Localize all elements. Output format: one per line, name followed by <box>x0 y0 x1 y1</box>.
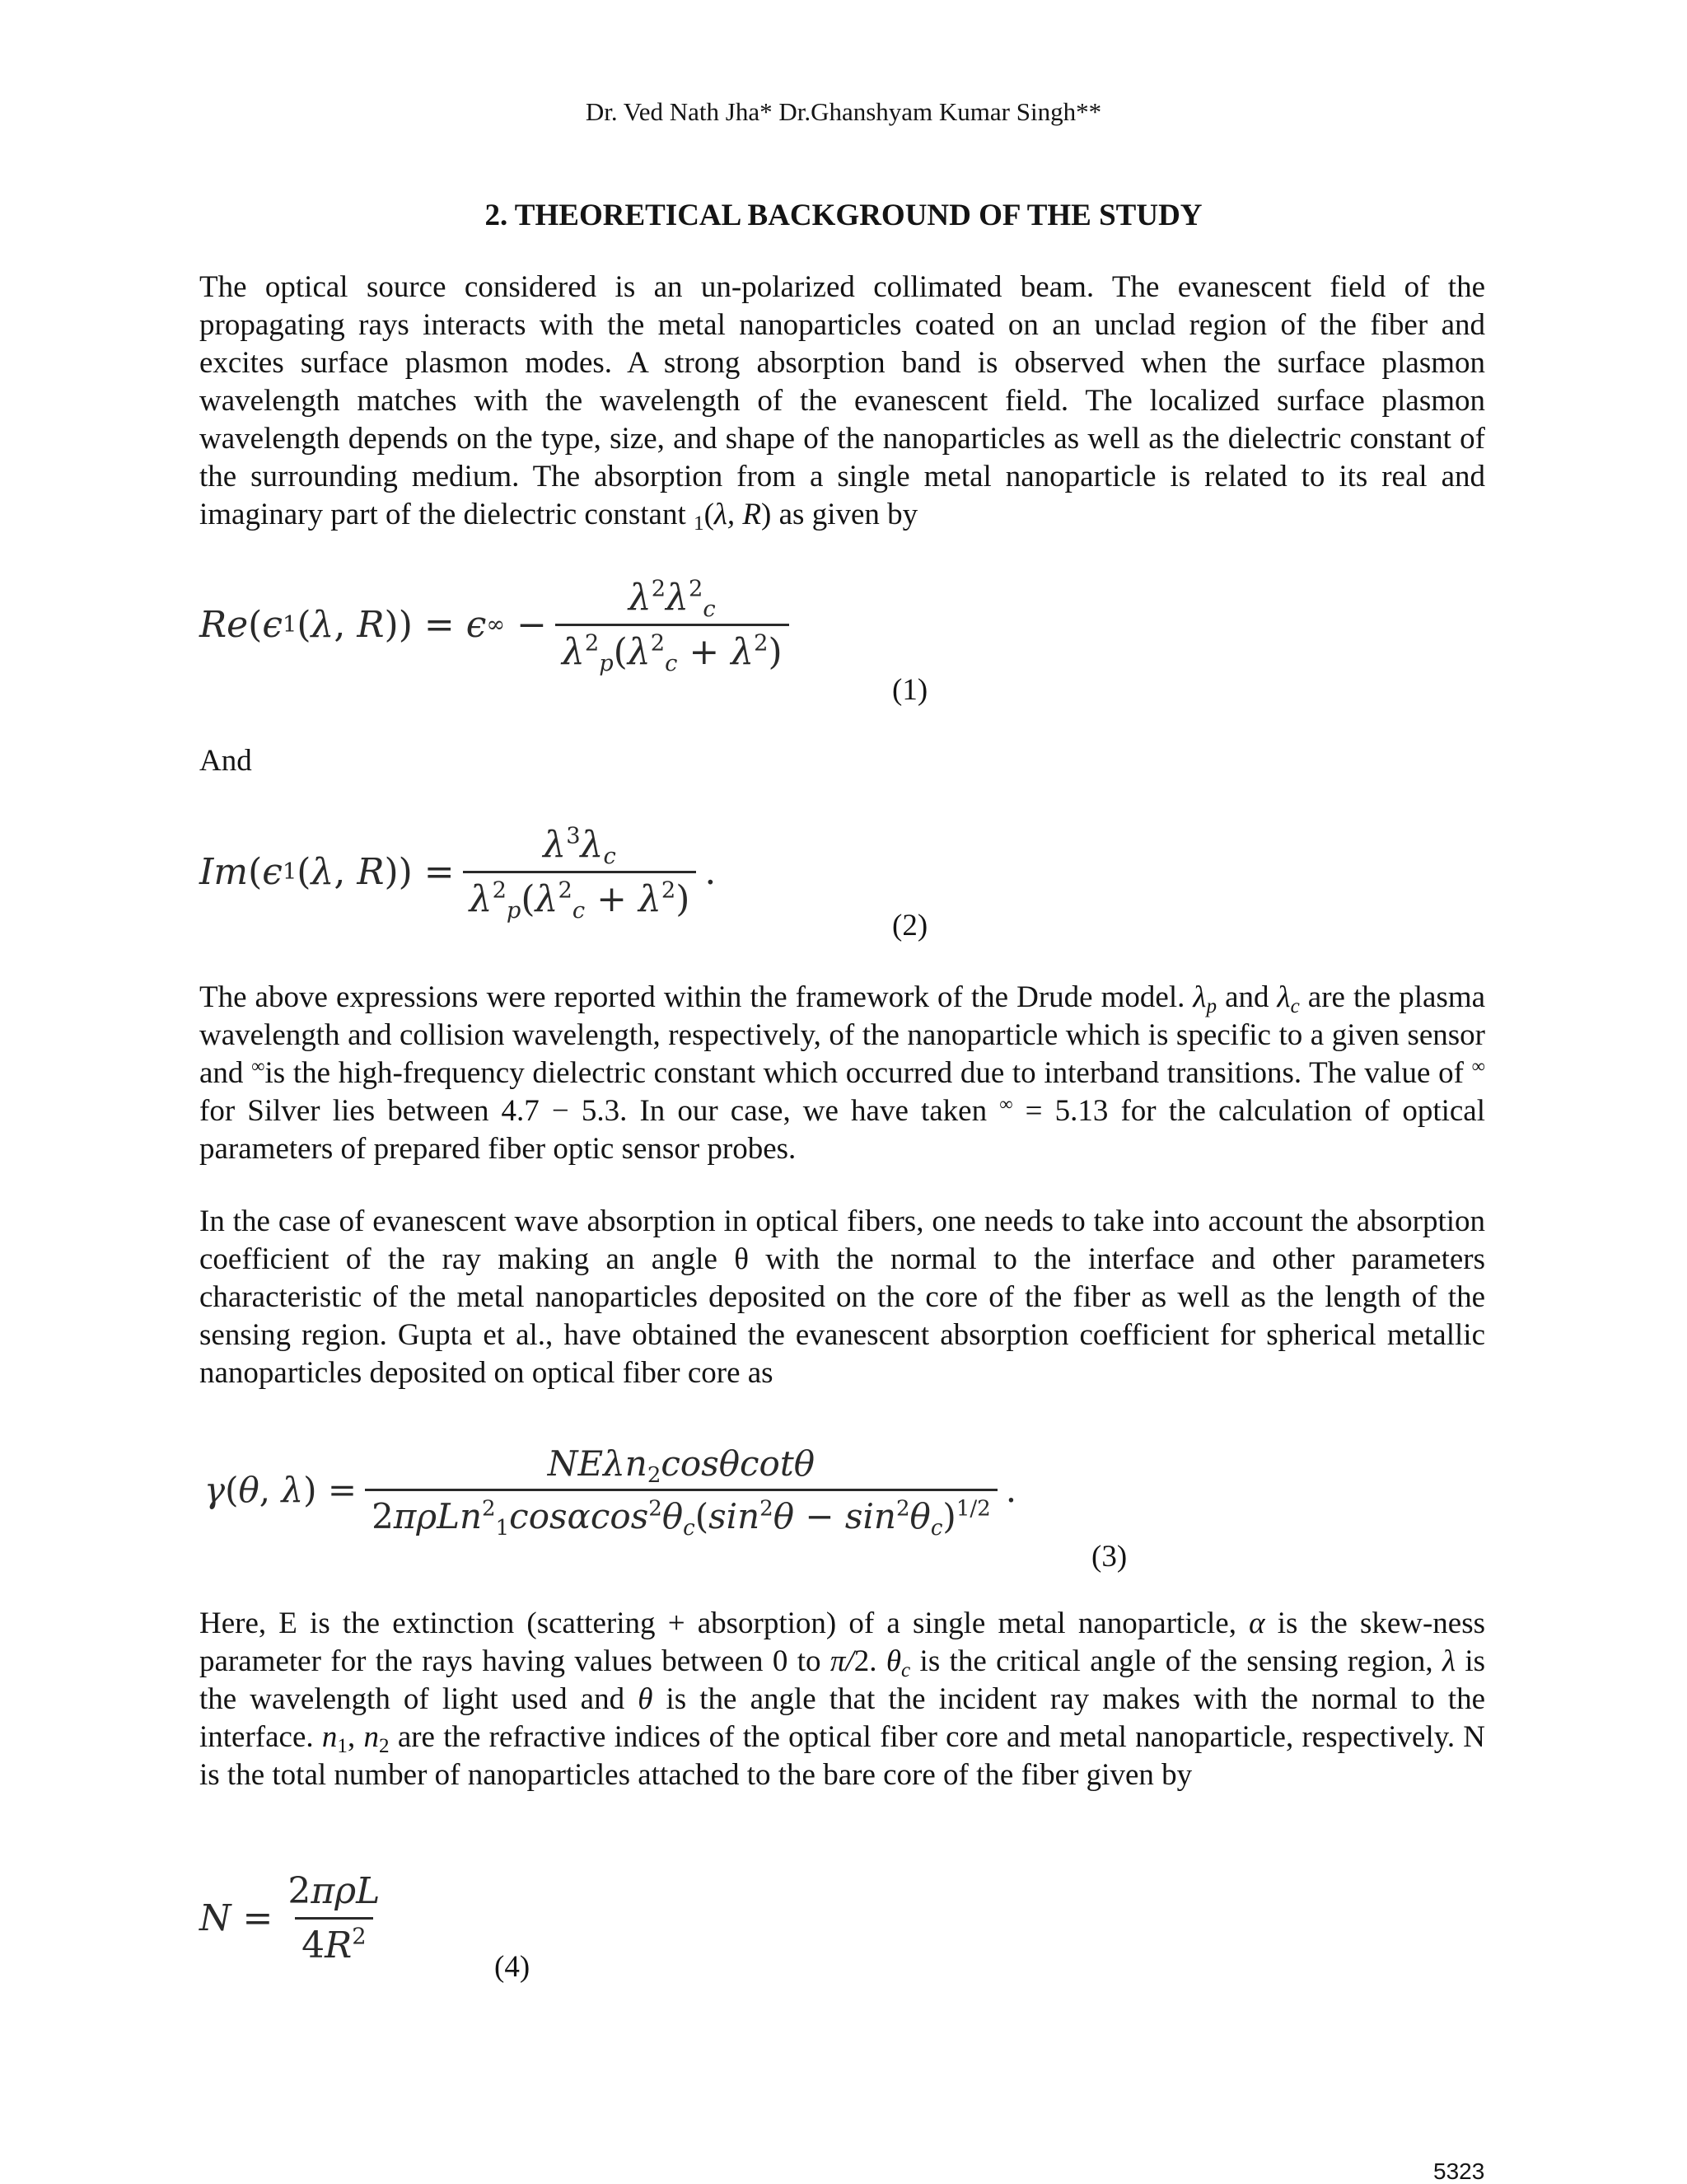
paragraph-evanescent: In the case of evanescent wave absorption in optical fibers, one needs to take into account the absorption coefficient of the ray making an angle θ with the normal to the interface and other parameters characteristic of the metal nanoparticles deposited on the core of the fiber as well as the length of the sensing region. Gupta et al., have obtained the evanescent absorption coefficient for spherical metallic nanoparticles deposited on optical fiber core as <box>199 1204 1485 1390</box>
paragraph-parameters-text-c: is the critical angle of the sensing region, <box>919 1644 1433 1678</box>
paragraph-intro <box>199 269 1485 534</box>
paragraph-parameters-text-a: Here, E is the extinction (scattering + absorption) of a single metal nanoparticle, <box>199 1606 1236 1640</box>
paragraph-parameters-text-f: are the refractive indices of the optical fiber core and metal nanoparticle, respectively. N is the total number of nanoparticles attached to the bare core of the fiber given by <box>199 1720 1486 1792</box>
paragraph-intro-tail: as given by <box>778 498 918 531</box>
paragraph-drude: The above expressions were reported within the framework of the Drude model. $\lambda_p$ and $\lambda_c$ are the plasma wavelength and collision wavelength, respectively, of the nanoparticle which is specific to a given sensor and ∞is the high-frequency dielectric constant which occurred due to interband transitions. The value of ∞ for Silver lies between 4.7 − 5.3. In our case, we have taken ∞ = 5.13 for the calculation of optical parameters of prepared fiber optic sensor probes. <box>199 980 1486 1166</box>
equation-3: γ ( θ , λ ) = $\frac{\text{NEλn2cosθcotθ}}{2\pi\rho Ln^21\cos\alpha\cos^2\theta c(\sin^2\theta - \sin^2\theta c)^{1/2}}$ . <box>204 1443 1017 1541</box>
equation-1: Re ( ϵ 1 ( λ , R )) = ϵ ∞ − $\frac{\lambda^2\lambda^2c}{\lambda^2p(\lambda^2c + \lambda^2)}$ <box>199 577 797 673</box>
paragraph-intro-text: The optical source considered is an un-polarized collimated beam. The evanescent field of the propagating rays interacts with the metal nanoparticles coated on an unclad region of the fiber and excites surface plasmon modes. A strong absorption band is observed when the surface plasmon wavelength matches with the wavelength of the evanescent field. The localized surface plasmon wavelength depends on the type, size, and shape of the nanoparticles as well as the dielectric constant of the surrounding medium. The absorption from a single metal nanoparticle is related to its real and imaginary part of the dielectric constant <box>199 270 1485 531</box>
paragraph-drude-text-e: = 5.13 for the calculation of optical parameters of prepared fiber optic sensor probes. <box>199 1094 1486 1166</box>
equation-1-number: (1) <box>892 673 928 707</box>
paragraph-parameters: Here, E is the extinction (scattering + absorption) of a single metal nanoparticle, α is the skew-ness parameter for the rays having values between 0 to π/2. $\theta_c$ is the critical angle of the sensing region, λ is the wavelength of light used and θ is the angle that the incident ray makes with the normal to the interface. $n_1$, $n_2$ are the refractive indices of the optical fiber core and metal nanoparticle, respectively. N is the total number of nanoparticles attached to the bare core of the fiber given by <box>199 1606 1486 1792</box>
equation-2: Im ( ϵ 1 ( λ , R )) = $\frac{\lambda^3\lambda c}{\lambda^2p(\lambda^2c + \lambda^2)}$ . <box>199 823 717 924</box>
paragraph-parameters-text-e: is the angle that the incident ray makes with the normal to the interface. <box>199 1682 1486 1754</box>
paragraph-drude-text-d: for Silver lies between 4.7 − 5.3. In our case, we have taken <box>199 1094 988 1128</box>
and-label: And <box>199 744 252 778</box>
paragraph-drude-and: and <box>1225 980 1269 1014</box>
paragraph-parameters-text-d: is the wavelength of light used and <box>199 1644 1486 1716</box>
paragraph-drude-text-a: The above expressions were reported within the framework of the Drude model. <box>199 980 1185 1014</box>
paragraph-drude-text-c: is the high-frequency dielectric constant which occurred due to interband transitions. The value of <box>264 1056 1464 1090</box>
running-header: Dr. Ved Nath Jha* Dr.Ghanshyam Kumar Singh** <box>585 97 1102 126</box>
dielectric-symbol: $_1$(λ, R) <box>694 498 772 535</box>
paragraph-parameters-text-b: is the skew-ness parameter for the rays having values between 0 to <box>199 1606 1486 1678</box>
equation-2-number: (2) <box>892 909 928 942</box>
equation-4: N = $\frac{\text{2πρL}}{4R^2}$ <box>199 1870 381 1967</box>
section-title: 2. THEORETICAL BACKGROUND OF THE STUDY <box>484 199 1203 232</box>
equation-3-number: (3) <box>1091 1540 1128 1574</box>
paragraph-drude-text-b: are the plasma wavelength and collision wavelength, respectively, of the nanoparticle which is specific to a given sensor and <box>199 980 1486 1090</box>
page-number: 5323 <box>1433 2158 1485 2184</box>
equation-4-number: (4) <box>494 1950 530 1984</box>
